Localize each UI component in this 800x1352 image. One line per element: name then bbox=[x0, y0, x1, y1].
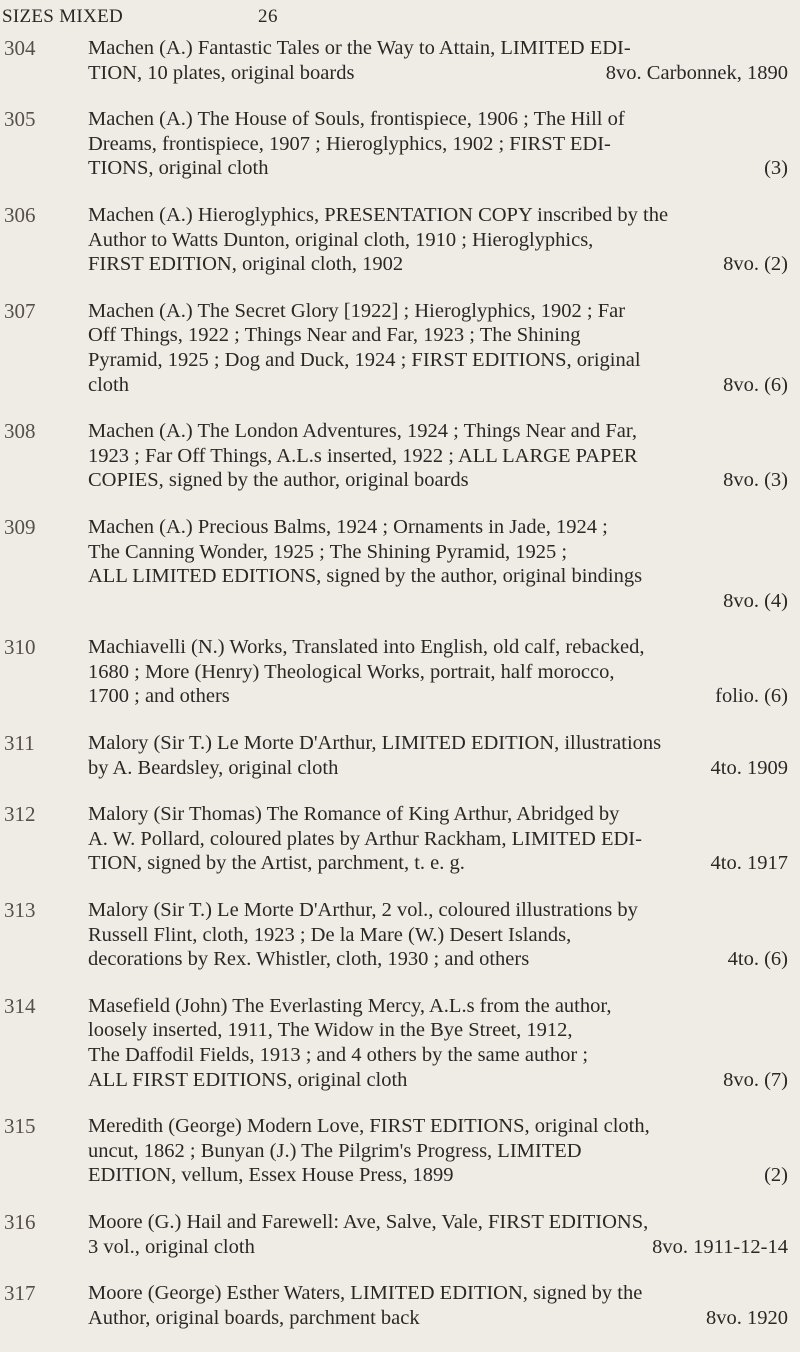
lot-text-line: The Daffodil Fields, 1913 ; and 4 others by the same author ; bbox=[88, 1044, 589, 1066]
lot-text-line bbox=[88, 1235, 788, 1260]
lot-entry bbox=[0, 898, 800, 972]
lot-text: FIRST EDITION, original cloth, 1902 bbox=[88, 253, 404, 276]
lot-entry bbox=[0, 36, 800, 85]
lot-number: 306 bbox=[4, 202, 36, 227]
lot-format: 8vo. (6) bbox=[723, 373, 788, 396]
lot-number: 317 bbox=[4, 1281, 36, 1306]
lot-text-line: Machen (A.) Fantastic Tales or the Way to Attain, LIMITED EDI- bbox=[88, 37, 631, 59]
lot-number: 304 bbox=[4, 36, 36, 60]
lot-text-line: Dreams, frontispiece, 1907 ; Hieroglyphics, 1902 ; FIRST EDI- bbox=[88, 132, 611, 155]
lot-format: (3) bbox=[764, 157, 788, 180]
lot-number: 305 bbox=[4, 107, 36, 132]
lot-text: TIONS, original cloth bbox=[88, 157, 269, 180]
lot-description bbox=[88, 299, 788, 397]
lot-entry bbox=[0, 107, 800, 181]
lot-text-line bbox=[88, 156, 788, 181]
lot-text: cloth bbox=[88, 373, 129, 396]
lot-format: 8vo. (2) bbox=[723, 253, 788, 276]
lot-number: 316 bbox=[4, 1209, 36, 1234]
lot-text: decorations by Rex. Whistler, cloth, 1930 ; and others bbox=[88, 948, 530, 971]
lot-description bbox=[88, 107, 788, 181]
lot-description bbox=[88, 1281, 788, 1330]
lot-text-line: Masefield (John) The Everlasting Mercy, A.L.s from the author, bbox=[88, 994, 612, 1017]
lot-text-line bbox=[88, 947, 788, 972]
lot-description bbox=[88, 898, 788, 972]
lot-text-line: ALL LIMITED EDITIONS, signed by the author, original bindings bbox=[88, 565, 643, 588]
lot-number: 313 bbox=[4, 898, 36, 923]
lot-description bbox=[88, 419, 788, 493]
lot-number: 308 bbox=[4, 419, 36, 444]
lot-entry bbox=[0, 419, 800, 493]
lot-text-line bbox=[88, 61, 788, 86]
lot-number: 312 bbox=[4, 802, 36, 827]
lot-format: 8vo. 1911-12-14 bbox=[652, 1235, 788, 1258]
lot-entry bbox=[0, 203, 800, 277]
lot-number: 309 bbox=[4, 514, 36, 539]
lot-text: EDITION, vellum, Essex House Press, 1899 bbox=[88, 1164, 454, 1187]
lot-text: COPIES, signed by the author, original boards bbox=[88, 469, 469, 492]
lot-entry bbox=[0, 731, 800, 780]
lot-entry bbox=[0, 802, 800, 876]
lot-entry bbox=[0, 1114, 800, 1188]
lot-text-line: loosely inserted, 1911, The Widow in the Bye Street, 1912, bbox=[88, 1019, 573, 1042]
lot-text-line: Machen (A.) The House of Souls, frontispiece, 1906 ; The Hill of bbox=[88, 108, 625, 131]
lot-number: 315 bbox=[4, 1114, 36, 1139]
lot-entry bbox=[0, 994, 800, 1092]
lot-description bbox=[88, 1114, 788, 1188]
lot-text-line: Machen (A.) Hieroglyphics, PRESENTATION COPY inscribed by the bbox=[88, 203, 669, 226]
lot-entry bbox=[0, 299, 800, 397]
lot-format: 8vo. (7) bbox=[723, 1068, 788, 1091]
lot-text-line: Malory (Sir Thomas) The Romance of King Arthur, Abridged by bbox=[88, 803, 620, 826]
lot-format: 8vo. Carbonnek, 1890 bbox=[605, 61, 788, 84]
lot-text: TION, 10 plates, original boards bbox=[88, 61, 355, 84]
lot-number: 307 bbox=[4, 298, 36, 323]
lot-description bbox=[88, 203, 788, 277]
lot-text-line: The Canning Wonder, 1925 ; The Shining Pyramid, 1925 ; bbox=[88, 540, 568, 563]
lot-text-line bbox=[88, 252, 788, 277]
lot-description bbox=[88, 36, 788, 85]
lot-format: 4to. (6) bbox=[727, 948, 788, 971]
lot-text-line bbox=[88, 684, 788, 709]
lot-format: 8vo. (4) bbox=[723, 589, 788, 612]
lot-text-line bbox=[88, 468, 788, 493]
lot-text-line: Moore (G.) Hail and Farewell: Ave, Salve, Vale, FIRST EDITIONS, bbox=[88, 1210, 649, 1233]
lot-text: TION, signed by the Artist, parchment, t. e. g. bbox=[88, 852, 465, 875]
section-heading: SIZES MIXED bbox=[2, 6, 123, 27]
lot-text-line: 1923 ; Far Off Things, A.L.s inserted, 1922 ; ALL LARGE PAPER bbox=[88, 444, 638, 467]
lot-text-line: uncut, 1862 ; Bunyan (J.) The Pilgrim's Progress, LIMITED bbox=[88, 1139, 582, 1162]
lot-text: 3 vol., original cloth bbox=[88, 1235, 255, 1258]
lot-text-line bbox=[88, 851, 788, 876]
lot-description bbox=[88, 515, 788, 613]
lot-text-line: Machiavelli (N.) Works, Translated into English, old calf, rebacked, bbox=[88, 636, 645, 659]
lot-entry bbox=[0, 515, 800, 613]
lot-entry bbox=[0, 1210, 800, 1259]
lot-format: 4to. 1917 bbox=[710, 852, 788, 875]
lot-text-line: A. W. Pollard, coloured plates by Arthur Rackham, LIMITED EDI- bbox=[88, 827, 642, 850]
lot-text-line bbox=[88, 589, 788, 614]
lot-text-line: Author to Watts Dunton, original cloth, 1910 ; Hieroglyphics, bbox=[88, 228, 594, 251]
lot-number: 311 bbox=[4, 731, 35, 756]
lot-entry bbox=[0, 1281, 800, 1330]
lot-format: 4to. 1909 bbox=[710, 756, 788, 779]
lot-text-line: Machen (A.) The London Adventures, 1924 ; Things Near and Far, bbox=[88, 420, 637, 443]
lot-text-line: Malory (Sir T.) Le Morte D'Arthur, 2 vol., coloured illustrations by bbox=[88, 899, 638, 922]
lot-text-line: 1680 ; More (Henry) Theological Works, portrait, half morocco, bbox=[88, 660, 615, 683]
lot-text: ALL FIRST EDITIONS, original cloth bbox=[88, 1068, 408, 1091]
lot-format: (2) bbox=[764, 1164, 788, 1187]
lot-description bbox=[88, 731, 788, 780]
lot-text: by A. Beardsley, original cloth bbox=[88, 756, 339, 779]
lot-text-line: Malory (Sir T.) Le Morte D'Arthur, LIMITED EDITION, illustrations bbox=[88, 732, 662, 755]
lot-entry bbox=[0, 635, 800, 709]
lot-text: Author, original boards, parchment back bbox=[88, 1306, 420, 1329]
lot-text bbox=[88, 589, 711, 614]
lot-description bbox=[88, 1210, 788, 1259]
lot-description bbox=[88, 994, 788, 1092]
lot-text-line bbox=[88, 373, 788, 398]
lot-text-line: Machen (A.) The Secret Glory [1922] ; Hieroglyphics, 1902 ; Far bbox=[88, 299, 626, 322]
lot-description bbox=[88, 635, 788, 709]
lot-number: 310 bbox=[4, 635, 36, 660]
lot-text-line: Off Things, 1922 ; Things Near and Far, 1923 ; The Shining bbox=[88, 324, 581, 347]
lot-format: 8vo. (3) bbox=[723, 469, 788, 492]
lot-description bbox=[88, 802, 788, 876]
lot-text-line: Pyramid, 1925 ; Dog and Duck, 1924 ; FIRST EDITIONS, original bbox=[88, 348, 641, 371]
lot-format: folio. (6) bbox=[715, 685, 788, 708]
lot-text-line bbox=[88, 1306, 788, 1331]
lot-number: 314 bbox=[4, 993, 36, 1018]
lot-text-line: Machen (A.) Precious Balms, 1924 ; Ornaments in Jade, 1924 ; bbox=[88, 515, 608, 538]
lot-text: 1700 ; and others bbox=[88, 685, 230, 708]
lot-text-line: Meredith (George) Modern Love, FIRST EDITIONS, original cloth, bbox=[88, 1115, 650, 1138]
lot-text-line bbox=[88, 1068, 788, 1093]
page-header bbox=[2, 6, 790, 40]
lot-text-line: Moore (George) Esther Waters, LIMITED EDITION, signed by the bbox=[88, 1282, 643, 1305]
lot-text-line bbox=[88, 756, 788, 781]
lot-text-line bbox=[88, 1163, 788, 1188]
page-number: 26 bbox=[258, 6, 278, 27]
lot-list bbox=[0, 36, 800, 1352]
lot-text-line: Russell Flint, cloth, 1923 ; De la Mare (W.) Desert Islands, bbox=[88, 923, 572, 946]
lot-format: 8vo. 1920 bbox=[706, 1306, 788, 1329]
